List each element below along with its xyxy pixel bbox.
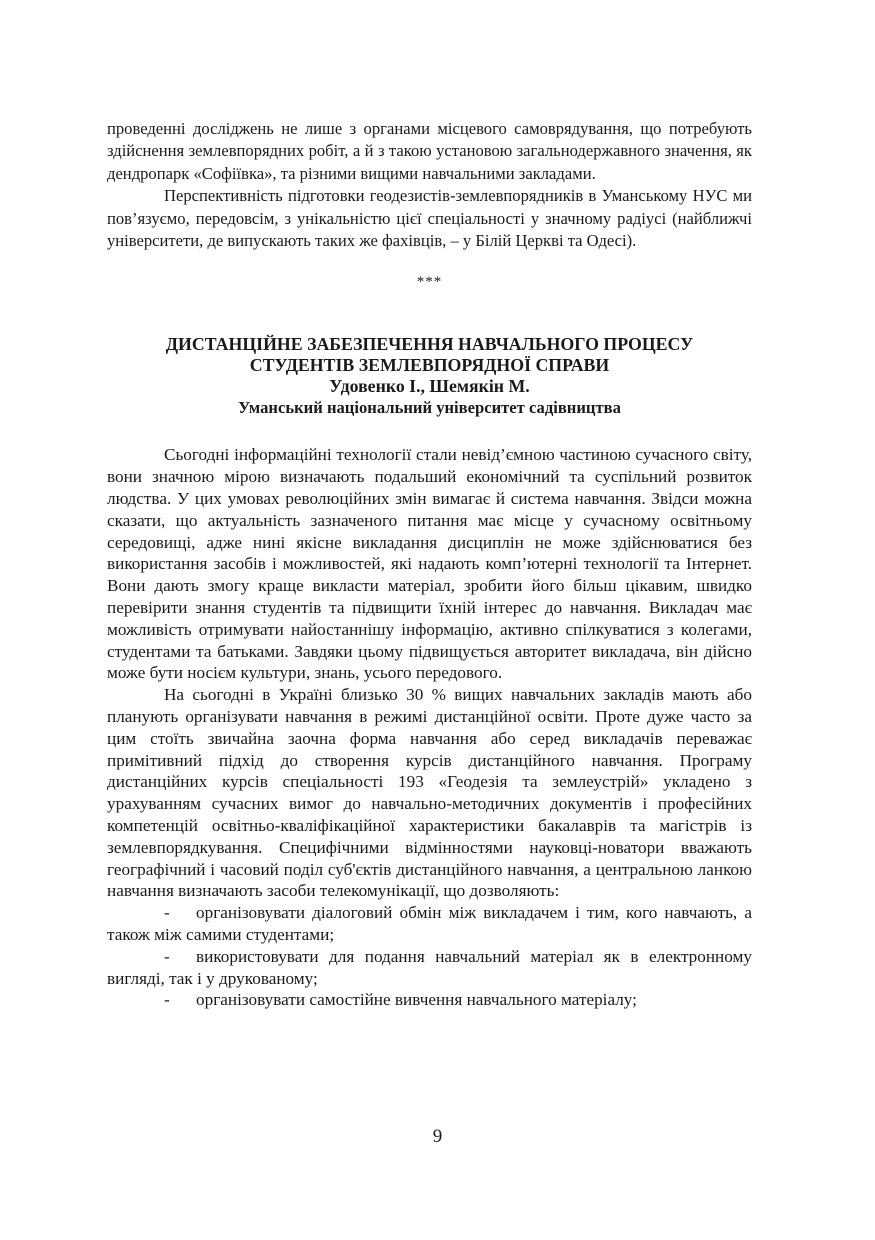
intro-paragraph-2: Перспективність підготовки геодезистів-землевпорядників в Уманському НУС ми пов’язуємо, передовсім, з унікальністю цієї спеціальності у значному радіусі (найближчі університети, де випускають таких же фахівців, – у Білій Церкві та Одесі). — [107, 186, 752, 251]
bullet-dash: - — [164, 946, 170, 966]
article-title-line-2: СТУДЕНТІВ ЗЕМЛЕВПОРЯДНОЇ СПРАВИ — [249, 355, 610, 376]
article-paragraph-1: Сьогодні інформаційні технології стали невід’ємною частиною сучасного світу, вони значною мірою визначають подальший економічний та суспільний розвиток людства. У цих умовах революційних змін вимагає й система навчання. Звідси можна сказати, що актуальність зазначеного питання має місце у сучасному освітньому середовищі, адже нині якісне викладання дисциплін не може здійснюватися без використання засобів і можливостей, які надають комп’ютерні технології та Інтернет. Вони дають змогу краще викласти матеріал, зробити його більш цікавим, швидко перевірити знання студентів та підвищити їхній інтерес до навчання. Викладач має можливість отримувати найостаннішу інформацію, активно спілкуватися з колегами, студентами та батьками. Завдяки цьому підвищується авторитет викладача, він дійсно може бути носієм культури, знань, усього передового. — [107, 445, 752, 683]
article-affiliation: Уманський національний університет садівництва — [238, 398, 621, 418]
article-title — [107, 334, 752, 376]
bullet-dash: - — [164, 903, 170, 923]
article-authors: Удовенко І., Шемякін М. — [329, 376, 530, 397]
section-separator: *** — [416, 274, 443, 291]
page-number: 9 — [432, 1126, 443, 1147]
document-page — [107, 118, 752, 1011]
article-paragraph-2: На сьогодні в Україні близько 30 % вищих навчальних закладів мають або планують організувати навчання в режимі дистанційної освіти. Проте дуже часто за цим стоїть звичайна заочна форма навчання або серед викладачів переважає примітивний підхід до створення курсів дистанційного навчання. Програму дистанційних курсів спеціальності 193 «Геодезія та землеустрій» укладено з урахуванням сучасних вимог до навчально-методичних документів і професійних компетенцій освітньо-кваліфікаційної характеристики бакалаврів та магістрів із землевпорядкування. Специфічними відмінностями науковці-новатори вважають географічний і часовий поділ суб'єктів дистанційного навчання, а центральною ланкою навчання визначають засоби телекомунікації, що дозволяють: — [107, 685, 752, 901]
bullet-dash: - — [164, 990, 170, 1010]
bullet-text: організовувати діалоговий обмін між викладачем і тим, кого навчають, а також між самими студентами; — [107, 903, 752, 944]
intro-paragraph-1: проведенні досліджень не лише з органами місцевого самоврядування, що потребують здійснення землевпорядних робіт, а й з такою установою загальнодержавного значення, як дендропарк «Софіївка», та різними вищими навчальними закладами. — [107, 119, 752, 183]
bullet-item — [107, 989, 752, 1011]
article-body — [107, 444, 752, 1011]
bullet-item — [107, 946, 752, 990]
bullet-item — [107, 902, 752, 946]
article-title-line-1: ДИСТАНЦІЙНЕ ЗАБЕЗПЕЧЕННЯ НАВЧАЛЬНОГО ПРОЦЕСУ — [165, 334, 694, 355]
bullet-text: використовувати для подання навчальний матеріал як в електронному вигляді, так і у друкованому; — [107, 946, 752, 988]
bullet-text: організовувати самостійне вивчення навчального матеріалу; — [196, 990, 637, 1010]
